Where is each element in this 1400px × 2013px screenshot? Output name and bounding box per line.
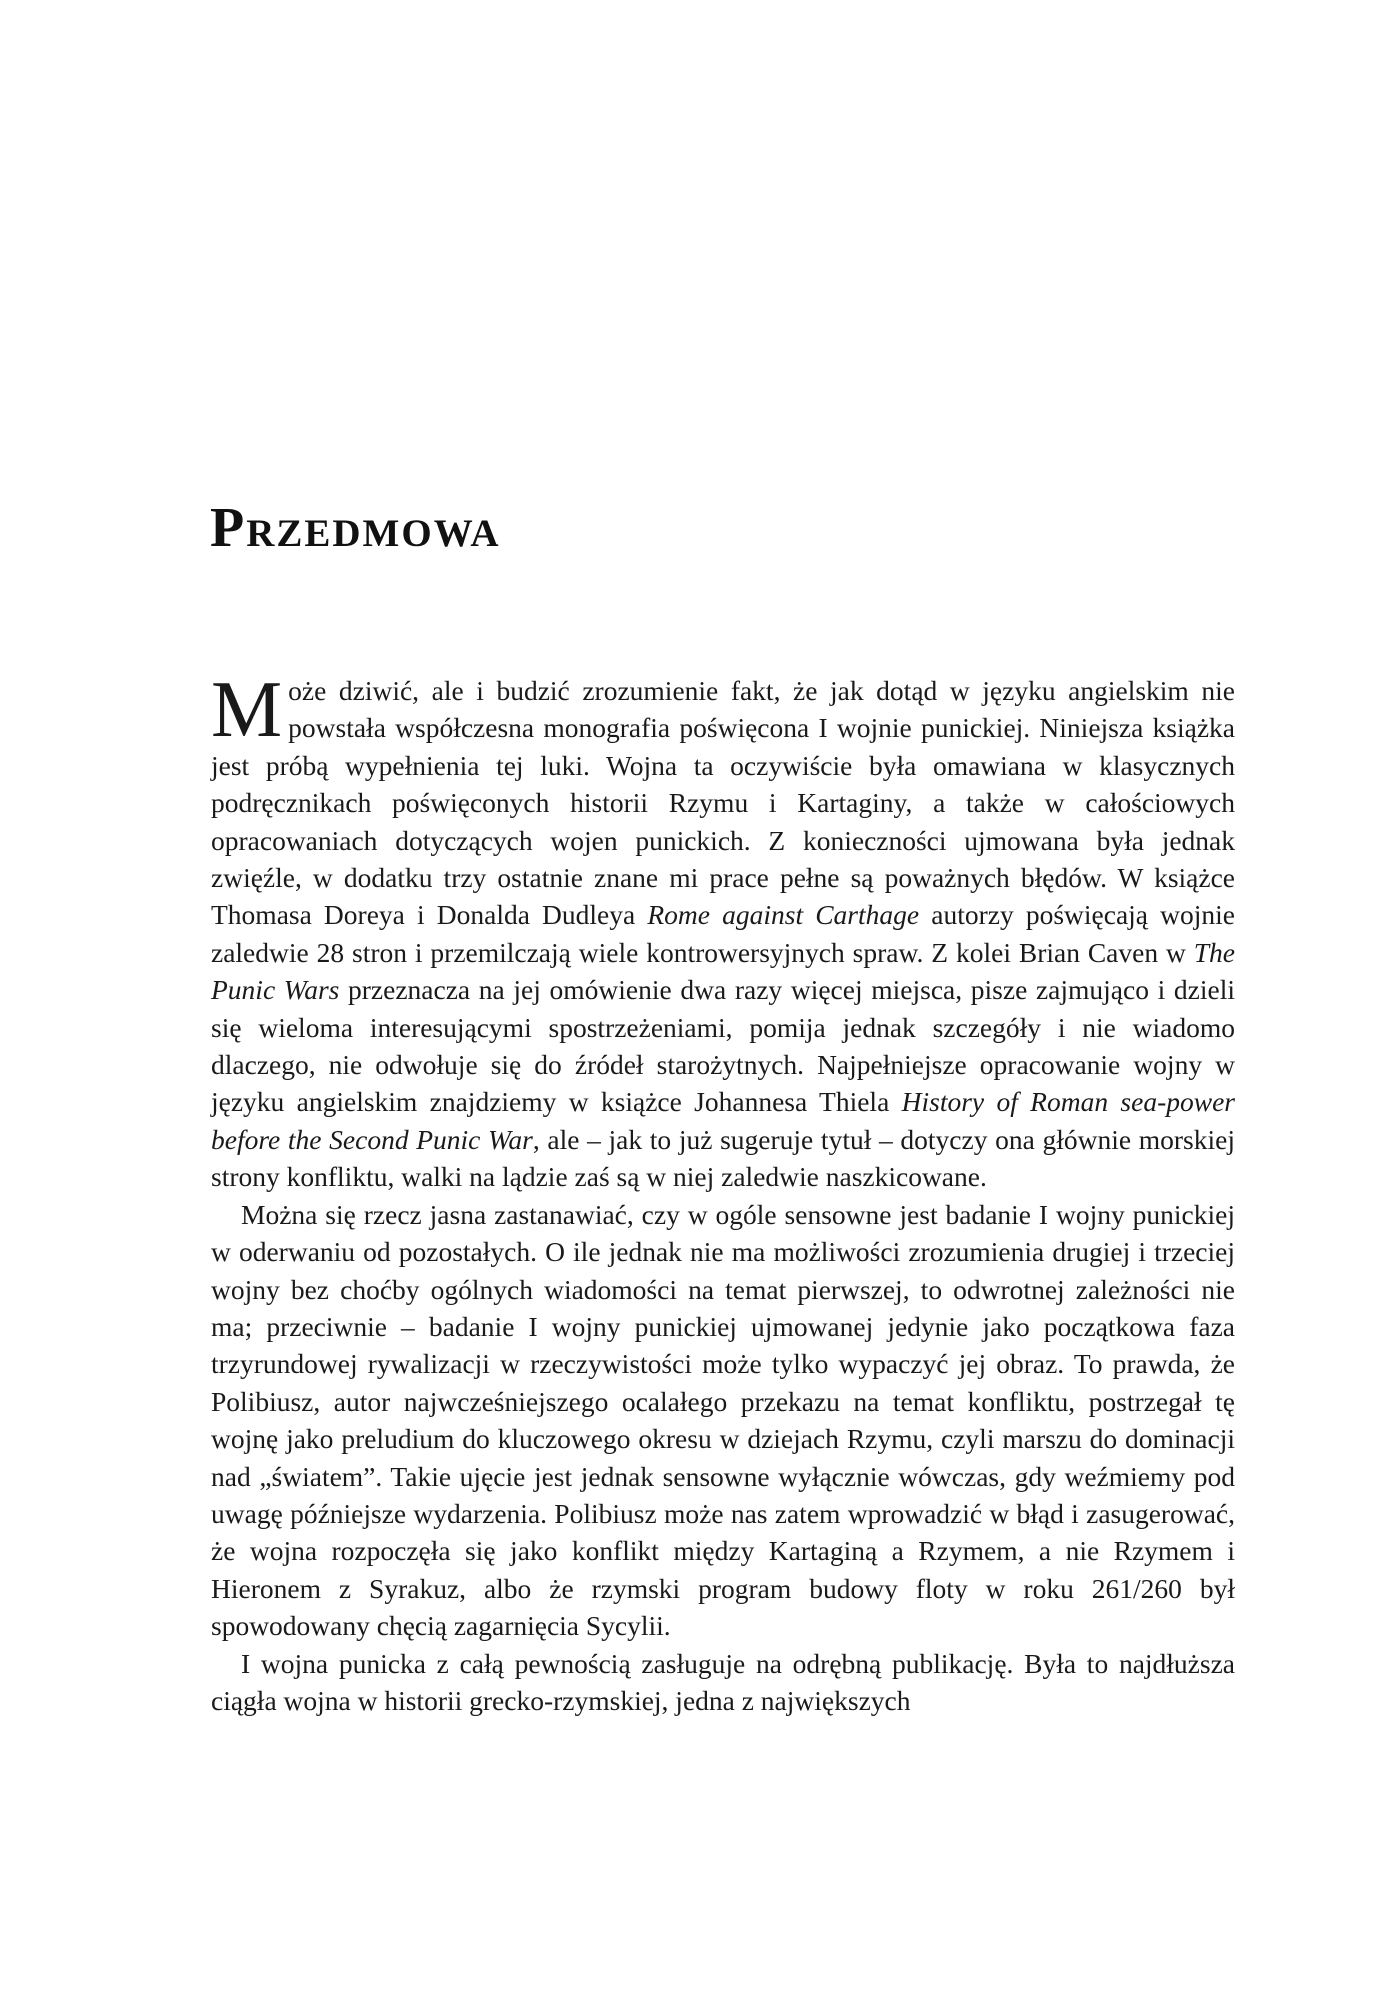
text-run: autorzy poświęcają wojnie zaledwie 28 stron i przemilczają wiele kontrowersyjnych spraw. Z kolei Brian Caven w: [211, 899, 1235, 968]
paragraph: [211, 1196, 1235, 1645]
italic-title: History of Roman sea-power before the Second Punic War: [211, 1086, 1235, 1155]
text-run: oże dziwić, ale i budzić zrozumienie fakt, że jak dotąd w języku angielskim nie powstała współczesna monografia poświęcona I wojnie punickiej. Niniejsza książka jest próbą wypełnienia tej luki. Wojna ta oczywiście była omawiana w klasycznych podręcznikach poświęconych historii Rzymu i Kartaginy, a także w całościowych opracowaniach dotyczących wojen punickich. Z konieczności ujmowana była jednak zwięźle, w dodatku trzy ostatnie znane mi prace pełne są poważnych błędów. W książce Thomasa Doreya i Donalda Dudleya: [211, 675, 1235, 931]
text-run: , ale – jak to już sugeruje tytuł – dotyczy ona głównie morskiej strony konfliktu, walki na lądzie zaś są w niej zaledwie naszkicowane.: [211, 1123, 1235, 1193]
italic-title: Rome against Carthage: [647, 899, 920, 931]
body-text: [211, 666, 1235, 1719]
chapter-title: Przedmowa: [210, 497, 501, 559]
paragraph: [211, 666, 1235, 1196]
text-run: przeznacza na jej omówienie dwa razy więcej miejsca, pisze zajmująco i dzieli się wieloma interesującymi spostrzeżeniami, pomija jednak szczegóły i nie wiadomo dlaczego, nie odwołuje się do źródeł starożytnych. Najpełniejsze opracowanie wojny w języku angielskim znajdziemy w książce Johannesa Thiela: [211, 974, 1235, 1118]
text-run: Można się rzecz jasna zastanawiać, czy w ogóle sensowne jest badanie I wojny punickiej w oderwaniu od pozostałych. O ile jednak nie ma możliwości zrozumienia drugiej i trzeciej wojny bez choćby ogólnych wiadomości na temat pierwszej, to odwrotnej zależności nie ma; przeciwnie – badanie I wojny punickiej ujmowanej jedynie jako początkowa faza trzyrundowej rywalizacji w rzeczywistości może tylko wypaczyć jej obraz. To prawda, że Polibiusz, autor najwcześniejszego ocalałego przekazu na temat konfliktu, postrzegał tę wojnę jako preludium do kluczowego okresu w dziejach Rzymu, czyli marszu do dominacji nad „światem”. Takie ujęcie jest jednak sensowne wyłącznie wówczas, gdy weźmiemy pod uwagę późniejsze wydarzenia. Polibiusz może nas zatem wprowadzić w błąd i zasugerować, że wojna rozpoczęła się jako konflikt między Kartaginą a Rzymem, a nie Rzymem i Hieronem z Syrakuz, albo że rzymski program budowy floty w roku 261/260 był spowodowany chęcią zagarnięcia Sycylii.: [211, 1198, 1235, 1642]
text-run: I wojna punicka z całą pewnością zasługuje na odrębną publikację. Była to najdłuższa ciągła wojna w historii grecko-rzymskiej, jedna z największych: [211, 1647, 1235, 1716]
drop-cap: M: [211, 666, 283, 754]
italic-title: The Punic Wars: [211, 936, 1235, 1006]
paragraph: [211, 1645, 1235, 1720]
